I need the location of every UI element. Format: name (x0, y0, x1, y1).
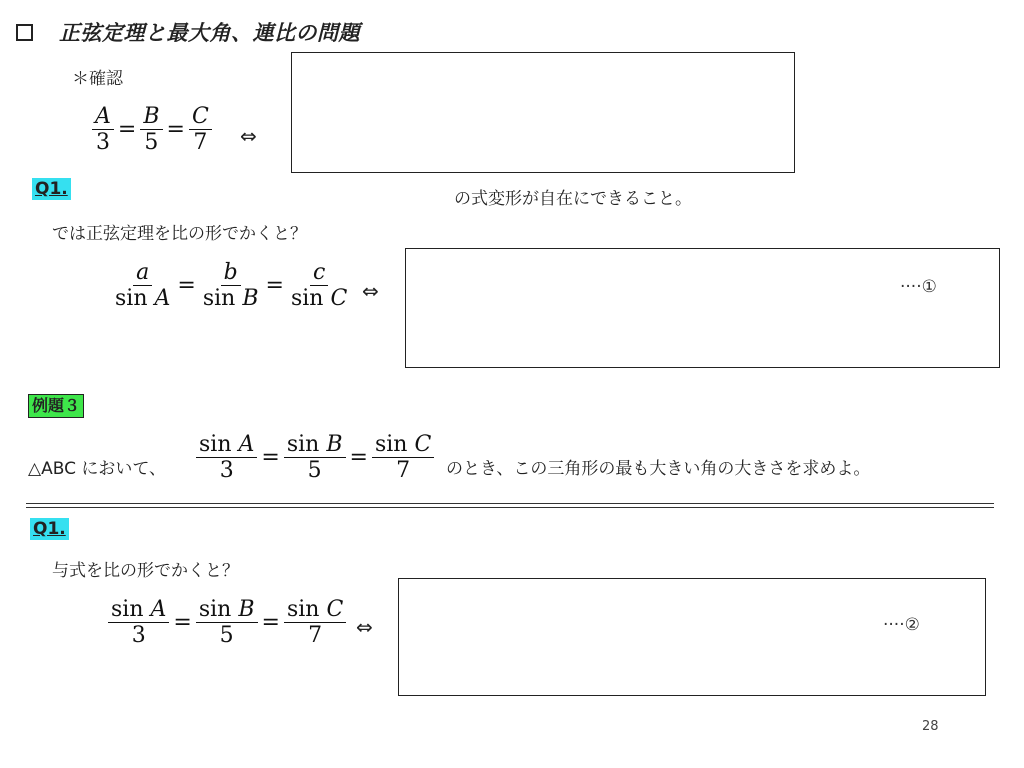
title-row (16, 16, 360, 48)
example-question: のとき、この三角形の最も大きい角の大きさを求めよ。 (446, 459, 871, 479)
fraction-sinA-3: $\frac{\text{sin A}}{3}$ (108, 597, 169, 649)
confirm-label: ＊確認 (72, 69, 123, 89)
fraction-b-5: $\frac{B}{5}$ (140, 104, 162, 156)
fraction-a-3: $\frac{A}{3}$ (92, 104, 114, 156)
fraction-c-7: $\frac{C}{7}$ (189, 104, 212, 156)
formula-sine-ratio: $\frac{\text{sin A}}{3}$ = $\frac{\text{sin B}}{5}$ = $\frac{\text{sin C}}{7}$ (196, 432, 434, 484)
q1-label-second: Q1. (30, 518, 69, 540)
page-number: 28 (922, 719, 939, 734)
fraction-sinC-7: $\frac{\text{sin C}}{7}$ (284, 597, 346, 649)
answer-box-sine-rule[interactable] (405, 248, 1000, 368)
fraction-c-sinC: $\frac{c}{\text{sin C}}$ (290, 260, 348, 312)
formula-sine-rule: $\frac{a}{\text{sin A}}$ = $\frac{b}{\text{sin B}}$ = $\frac{c}{\text{sin C}}$ (112, 260, 350, 312)
caption-transform: の式変形が自在にできること。 (454, 189, 692, 209)
page-title: 正弦定理と最大角、連比の問題 (59, 21, 360, 45)
fraction-b-sinB: $\frac{b}{\text{sin B}}$ (202, 260, 259, 312)
formula-given-ratio: $\frac{\text{sin A}}{3}$ = $\frac{\text{sin B}}{5}$ = $\frac{\text{sin C}}{7}$ (108, 597, 346, 649)
answer-box-confirm[interactable] (291, 52, 795, 173)
question-sine-rule-ratio: では正弦定理を比の形でかくと？ (52, 224, 307, 244)
iff-symbol: ⇔ (240, 124, 257, 148)
checkbox-square-icon (16, 24, 33, 41)
example-intro: △ABC において、 (28, 459, 167, 479)
fraction-a-sinA: $\frac{a}{\text{sin A}}$ (115, 260, 171, 312)
question-given-ratio: 与式を比の形でかくと？ (52, 561, 239, 581)
fraction-sinB-5: $\frac{\text{sin B}}{5}$ (196, 597, 258, 649)
example-label: 例題３ (28, 394, 84, 418)
iff-symbol: ⇔ (362, 279, 379, 303)
q1-label: Q1. (32, 178, 71, 200)
answer-box-given-ratio[interactable] (398, 578, 986, 696)
fraction-sinC-7: $\frac{\text{sin C}}{7}$ (372, 432, 434, 484)
fraction-sinB-5: $\frac{\text{sin B}}{5}$ (284, 432, 346, 484)
formula-ratio-abc: $\frac{A}{3}$ = $\frac{B}{5}$ = $\frac{C}{7}$ (92, 104, 212, 156)
fraction-sinA-3: $\frac{\text{sin A}}{3}$ (196, 432, 257, 484)
equation-marker-1: ····① (900, 277, 937, 297)
double-divider (26, 503, 994, 508)
iff-symbol: ⇔ (356, 615, 373, 639)
equation-marker-2: ····② (883, 615, 920, 635)
